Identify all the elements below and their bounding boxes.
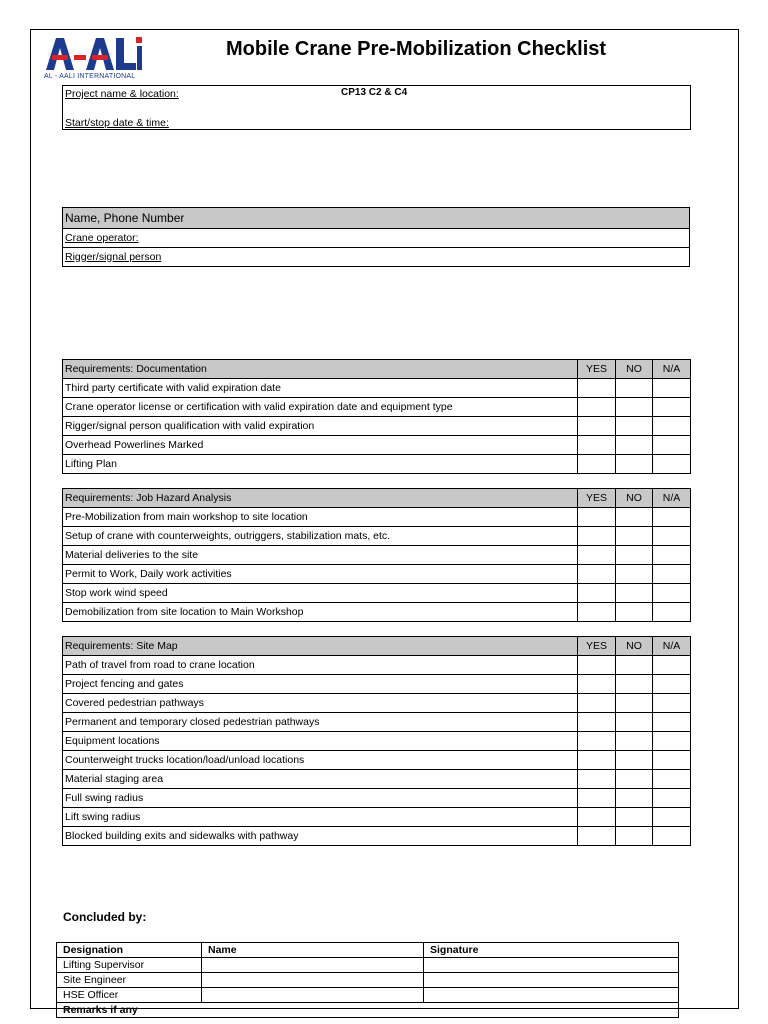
project-name-label: Project name & location: xyxy=(65,88,179,100)
no-checkbox-cell[interactable] xyxy=(616,770,653,789)
yes-checkbox-cell[interactable] xyxy=(578,527,616,546)
yes-checkbox-cell[interactable] xyxy=(578,508,616,527)
checklist-row xyxy=(63,455,691,474)
na-checkbox-cell[interactable] xyxy=(653,565,691,584)
na-checkbox-cell[interactable] xyxy=(653,546,691,565)
na-checkbox-cell[interactable] xyxy=(653,770,691,789)
no-checkbox-cell[interactable] xyxy=(616,398,653,417)
signature-field[interactable] xyxy=(424,958,679,973)
checklist-row xyxy=(63,398,691,417)
remarks-field[interactable]: Remarks if any xyxy=(57,1003,679,1018)
checklist-row xyxy=(63,656,691,675)
rigger-signal-field[interactable] xyxy=(63,248,690,267)
remarks-row xyxy=(57,1003,679,1018)
checklist-item-label: Third party certificate with valid expiration date xyxy=(63,379,578,398)
no-checkbox-cell[interactable] xyxy=(616,565,653,584)
rigger-signal-label: Rigger/signal person xyxy=(65,250,162,263)
checklist-item-label: Crane operator license or certification with valid expiration date and equipment type xyxy=(63,398,578,417)
checklist-row xyxy=(63,436,691,455)
checklist-row xyxy=(63,527,691,546)
na-checkbox-cell[interactable] xyxy=(653,508,691,527)
designation-cell: HSE Officer xyxy=(57,988,202,1003)
name-field[interactable] xyxy=(202,973,424,988)
na-checkbox-cell[interactable] xyxy=(653,603,691,622)
na-checkbox-cell[interactable] xyxy=(653,436,691,455)
no-checkbox-cell[interactable] xyxy=(616,455,653,474)
na-header: N/A xyxy=(653,360,691,379)
contacts-header: Name, Phone Number xyxy=(63,208,690,229)
designation-cell: Site Engineer xyxy=(57,973,202,988)
checklist-item-label: Rigger/signal person qualification with valid expiration xyxy=(63,417,578,436)
no-checkbox-cell[interactable] xyxy=(616,808,653,827)
no-checkbox-cell[interactable] xyxy=(616,508,653,527)
yes-checkbox-cell[interactable] xyxy=(578,751,616,770)
na-header: N/A xyxy=(653,489,691,508)
yes-header: YES xyxy=(578,637,616,656)
no-checkbox-cell[interactable] xyxy=(616,584,653,603)
checklist-row xyxy=(63,770,691,789)
checklist-row xyxy=(63,546,691,565)
checklist-item-label: Project fencing and gates xyxy=(63,675,578,694)
checklist-row xyxy=(63,751,691,770)
checklist-item-label: Pre-Mobilization from main workshop to site location xyxy=(63,508,578,527)
no-checkbox-cell[interactable] xyxy=(616,827,653,846)
yes-header: YES xyxy=(578,489,616,508)
signature-row xyxy=(57,958,679,973)
checklist-item-label: Path of travel from road to crane location xyxy=(63,656,578,675)
checklist-item-label: Equipment locations xyxy=(63,732,578,751)
documentation-section xyxy=(62,359,691,474)
yes-checkbox-cell[interactable] xyxy=(578,770,616,789)
yes-checkbox-cell[interactable] xyxy=(578,398,616,417)
na-checkbox-cell[interactable] xyxy=(653,379,691,398)
checklist-item-label: Permit to Work, Daily work activities xyxy=(63,565,578,584)
yes-checkbox-cell[interactable] xyxy=(578,417,616,436)
signature-field[interactable] xyxy=(424,973,679,988)
checklist-item-label: Covered pedestrian pathways xyxy=(63,694,578,713)
contacts-table xyxy=(62,207,690,267)
no-header: NO xyxy=(616,360,653,379)
yes-checkbox-cell[interactable] xyxy=(578,656,616,675)
checklist-item-label: Stop work wind speed xyxy=(63,584,578,603)
name-field[interactable] xyxy=(202,958,424,973)
na-checkbox-cell[interactable] xyxy=(653,808,691,827)
checklist-row xyxy=(63,675,691,694)
signature-header: Signature xyxy=(424,943,679,958)
checklist-item-label: Material staging area xyxy=(63,770,578,789)
no-checkbox-cell[interactable] xyxy=(616,527,653,546)
crane-operator-label: Crane operator: xyxy=(65,231,139,244)
job-hazard-section xyxy=(62,488,691,622)
yes-checkbox-cell[interactable] xyxy=(578,565,616,584)
signature-row xyxy=(57,988,679,1003)
yes-checkbox-cell[interactable] xyxy=(578,808,616,827)
checklist-row xyxy=(63,584,691,603)
na-checkbox-cell[interactable] xyxy=(653,789,691,808)
signature-table xyxy=(56,942,679,1018)
no-checkbox-cell[interactable] xyxy=(616,603,653,622)
na-checkbox-cell[interactable] xyxy=(653,455,691,474)
checklist-item-label: Setup of crane with counterweights, outriggers, stabilization mats, etc. xyxy=(63,527,578,546)
yes-checkbox-cell[interactable] xyxy=(578,455,616,474)
designation-cell: Lifting Supervisor xyxy=(57,958,202,973)
section-title: Requirements: Documentation xyxy=(63,360,578,379)
yes-checkbox-cell[interactable] xyxy=(578,694,616,713)
signature-row xyxy=(57,973,679,988)
logo-subtitle: AL - AALI INTERNATIONAL xyxy=(44,73,136,80)
yes-checkbox-cell[interactable] xyxy=(578,546,616,565)
designation-header: Designation xyxy=(57,943,202,958)
na-checkbox-cell[interactable] xyxy=(653,398,691,417)
no-checkbox-cell[interactable] xyxy=(616,789,653,808)
yes-checkbox-cell[interactable] xyxy=(578,732,616,751)
no-checkbox-cell[interactable] xyxy=(616,751,653,770)
yes-checkbox-cell[interactable] xyxy=(578,584,616,603)
na-checkbox-cell[interactable] xyxy=(653,417,691,436)
no-checkbox-cell[interactable] xyxy=(616,379,653,398)
yes-checkbox-cell[interactable] xyxy=(578,675,616,694)
no-checkbox-cell[interactable] xyxy=(616,694,653,713)
no-header: NO xyxy=(616,637,653,656)
no-checkbox-cell[interactable] xyxy=(616,417,653,436)
checklist-row xyxy=(63,694,691,713)
na-checkbox-cell[interactable] xyxy=(653,751,691,770)
yes-checkbox-cell[interactable] xyxy=(578,379,616,398)
concluded-by-label: Concluded by: xyxy=(63,910,147,924)
checklist-row xyxy=(63,379,691,398)
na-checkbox-cell[interactable] xyxy=(653,675,691,694)
yes-checkbox-cell[interactable] xyxy=(578,603,616,622)
crane-operator-field[interactable] xyxy=(63,229,690,248)
no-checkbox-cell[interactable] xyxy=(616,546,653,565)
na-checkbox-cell[interactable] xyxy=(653,527,691,546)
checklist-item-label: Material deliveries to the site xyxy=(63,546,578,565)
checklist-row xyxy=(63,603,691,622)
checklist-item-label: Permanent and temporary closed pedestrian pathways xyxy=(63,713,578,732)
no-checkbox-cell[interactable] xyxy=(616,675,653,694)
checklist-item-label: Demobilization from site location to Main Workshop xyxy=(63,603,578,622)
no-checkbox-cell[interactable] xyxy=(616,713,653,732)
checklist-item-label: Counterweight trucks location/load/unload locations xyxy=(63,751,578,770)
yes-header: YES xyxy=(578,360,616,379)
signature-field[interactable] xyxy=(424,988,679,1003)
checklist-item-label: Blocked building exits and sidewalks with pathway xyxy=(63,827,578,846)
na-checkbox-cell[interactable] xyxy=(653,713,691,732)
na-checkbox-cell[interactable] xyxy=(653,827,691,846)
checklist-row xyxy=(63,789,691,808)
no-checkbox-cell[interactable] xyxy=(616,436,653,455)
na-checkbox-cell[interactable] xyxy=(653,584,691,603)
project-info-box xyxy=(62,85,691,130)
section-title: Requirements: Job Hazard Analysis xyxy=(63,489,578,508)
site-map-section xyxy=(62,636,691,846)
yes-checkbox-cell[interactable] xyxy=(578,827,616,846)
no-checkbox-cell[interactable] xyxy=(616,656,653,675)
checklist-row xyxy=(63,808,691,827)
yes-checkbox-cell[interactable] xyxy=(578,713,616,732)
checklist-item-label: Overhead Powerlines Marked xyxy=(63,436,578,455)
checklist-row xyxy=(63,565,691,584)
checklist-item-label: Lift swing radius xyxy=(63,808,578,827)
no-header: NO xyxy=(616,489,653,508)
checklist-row xyxy=(63,713,691,732)
name-field[interactable] xyxy=(202,988,424,1003)
start-stop-date-label: Start/stop date & time: xyxy=(65,117,169,129)
checklist-row xyxy=(63,827,691,846)
name-header: Name xyxy=(202,943,424,958)
checklist-item-label: Lifting Plan xyxy=(63,455,578,474)
na-checkbox-cell[interactable] xyxy=(653,732,691,751)
checklist-row xyxy=(63,508,691,527)
na-header: N/A xyxy=(653,637,691,656)
page-title: Mobile Crane Pre-Mobilization Checklist xyxy=(226,38,607,60)
yes-checkbox-cell[interactable] xyxy=(578,436,616,455)
checklist-row xyxy=(63,417,691,436)
na-checkbox-cell[interactable] xyxy=(653,656,691,675)
no-checkbox-cell[interactable] xyxy=(616,732,653,751)
yes-checkbox-cell[interactable] xyxy=(578,789,616,808)
na-checkbox-cell[interactable] xyxy=(653,694,691,713)
checklist-row xyxy=(63,732,691,751)
section-title: Requirements: Site Map xyxy=(63,637,578,656)
project-name-value: CP13 C2 & C4 xyxy=(341,87,408,98)
checklist-item-label: Full swing radius xyxy=(63,789,578,808)
